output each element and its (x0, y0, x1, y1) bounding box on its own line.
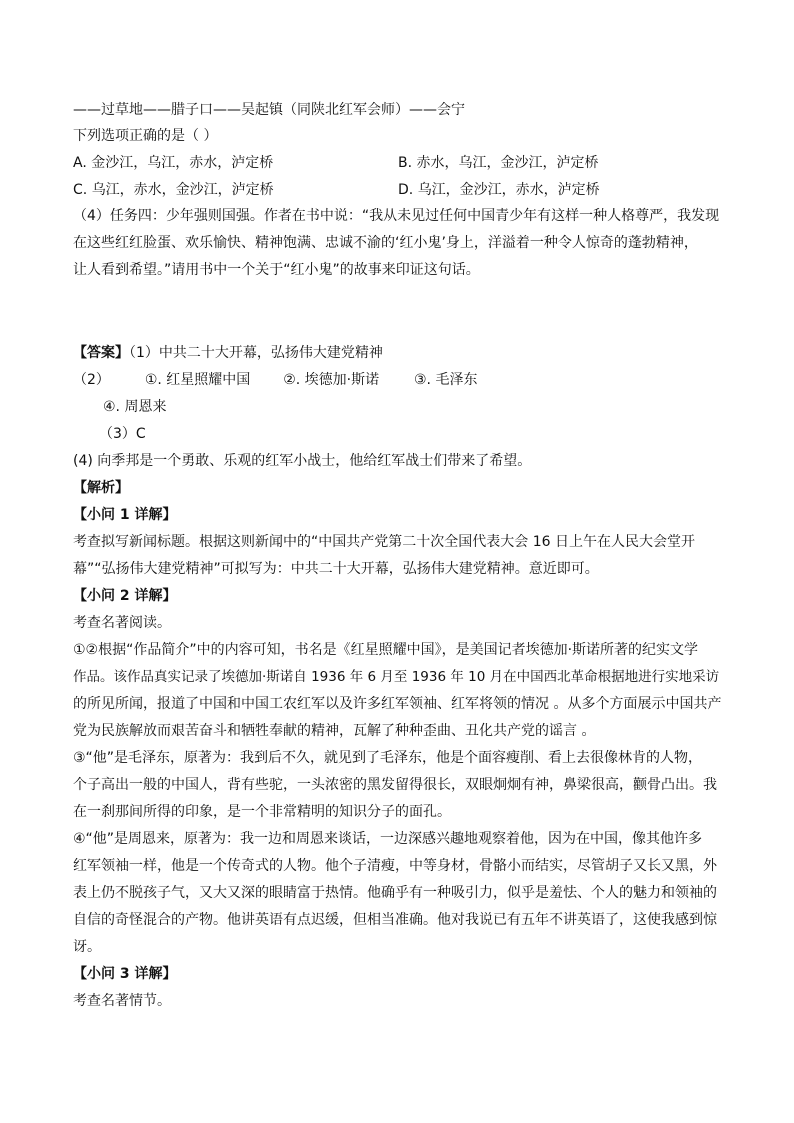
analysis-line: ④“他”是周恩来，原著为：我一边和周恩来谈话，一边深感兴趣地观察着他，因为在中国，像其他许多 (73, 831, 703, 847)
document-page (73, 0, 733, 1123)
option-text: 金沙江，乌江，赤水，泸定桥 (91, 155, 274, 171)
analysis-line: 党为民族解放而艰苦奋斗和牺牲奉献的精神，瓦解了种种歪曲、丑化共产党的谣言 。 (73, 723, 596, 739)
option-letter: B. (398, 155, 413, 171)
option-c (73, 180, 274, 200)
answer-3: （3）C (99, 426, 146, 442)
answer-line-1 (73, 343, 383, 363)
answer-2-item: ③. 毛泽东 (414, 372, 478, 388)
answer-4: (4) 向季邦是一个勇敢、乐观的红军小战士，他给红军战士们带来了希望。 (73, 453, 532, 469)
option-letter: D. (398, 182, 414, 198)
option-letter: C. (73, 182, 88, 198)
answer-2-item-4: ④. 周恩来 (103, 399, 167, 415)
analysis-line: 考查名著情节。 (73, 993, 171, 1009)
sub-question-1-tag: 【小问 1 详解】 (73, 507, 177, 523)
analysis-line: 表上仍不脱孩子气，又大又深的眼睛富于热情。他确乎有一种吸引力，似乎是羞怯、个人的魅力和领袖的 (73, 885, 717, 901)
analysis-line: ③“他”是毛泽东，原著为：我到后不久，就见到了毛泽东，他是个面容瘦削、看上去很像林肯的人物， (73, 750, 703, 766)
analysis-line: 考查拟写新闻标题。根据这则新闻中的“中国共产党第二十次全国代表大会 16 日上午在人民大会堂开 (73, 534, 695, 550)
analysis-line: ①②根据“作品简介”中的内容可知，书名是《红星照耀中国》，是美国记者埃德加·斯诺所著的纪实文学 (73, 642, 699, 658)
option-text: 赤水，乌江，金沙江，泸定桥 (416, 155, 599, 171)
analysis-line: 讶。 (73, 939, 101, 955)
option-d (398, 180, 600, 200)
answer-2-prefix: （2） (73, 372, 110, 388)
answer-1: （1）中共二十大开幕，弘扬伟大建党精神 (129, 345, 383, 361)
analysis-line: 幕”“弘扬伟大建党精神”可拟写为：中共二十大开幕，弘扬伟大建党精神。意近即可。 (73, 561, 599, 577)
answer-2-item: ②. 埃德加·斯诺 (283, 372, 380, 388)
analysis-line: 个子高出一般的中国人，背有些驼，一头浓密的黑发留得很长，双眼炯炯有神，鼻梁很高，颧骨凸出。我 (73, 777, 717, 793)
option-text: 乌江，赤水，金沙江，泸定桥 (91, 182, 274, 198)
option-b (398, 153, 599, 173)
option-a (73, 153, 273, 173)
task4-line: 让人看到希望。”请用书中一个关于“红小鬼”的故事来印证这句话。 (73, 262, 480, 278)
sub-question-3-tag: 【小问 3 详解】 (73, 966, 177, 982)
option-letter: A. (73, 155, 87, 171)
analysis-line: 作品。该作品真实记录了埃德加·斯诺自 1936 年 6 月至 1936 年 10 月在中国西北革命根据地进行实地采访 (73, 669, 720, 685)
task4-line: 在这些红红脸蛋、欢乐愉快、精神饱满、忠诚不渝的‘红小鬼’身上，洋溢着一种令人惊奇的蓬勃精神， (73, 235, 698, 251)
analysis-line: 在一刹那间所得的印象，是一个非常精明的知识分子的面孔。 (73, 804, 451, 820)
analysis-line: 红军领袖一样，他是一个传奇式的人物。他个子清瘦，中等身材，骨骼小而结实，尽管胡子又长又黑，外 (73, 858, 717, 874)
question-prompt: 下列选项正确的是（ ） (73, 128, 218, 144)
analysis-line: 的所见所闻，报道了中国和中国工农红军以及许多红军领袖、红军将领的情况 。从多个方面展示中国共产 (73, 696, 722, 712)
analysis-line: 考查名著阅读。 (73, 615, 171, 631)
sub-question-2-tag: 【小问 2 详解】 (73, 588, 177, 604)
analysis-tag: 【解析】 (73, 480, 129, 496)
answer-2-item: ①. 红星照耀中国 (144, 372, 251, 388)
analysis-line: 自信的奇怪混合的产物。他讲英语有点迟缓，但相当准确。他对我说已有五年不讲英语了，这使我感到惊 (73, 912, 717, 928)
option-text: 乌江，金沙江，赤水，泸定桥 (417, 182, 600, 198)
answer-tag: 【答案】 (73, 345, 129, 361)
route-line: ——过草地——腊子口——吴起镇（同陕北红军会师）——会宁 (73, 102, 465, 118)
task4-line: （4）任务四：少年强则国强。作者在书中说：“我从未见过任何中国青少年有这样一种人格尊严，我发现 (73, 208, 720, 224)
answer-line-2 (73, 370, 477, 390)
